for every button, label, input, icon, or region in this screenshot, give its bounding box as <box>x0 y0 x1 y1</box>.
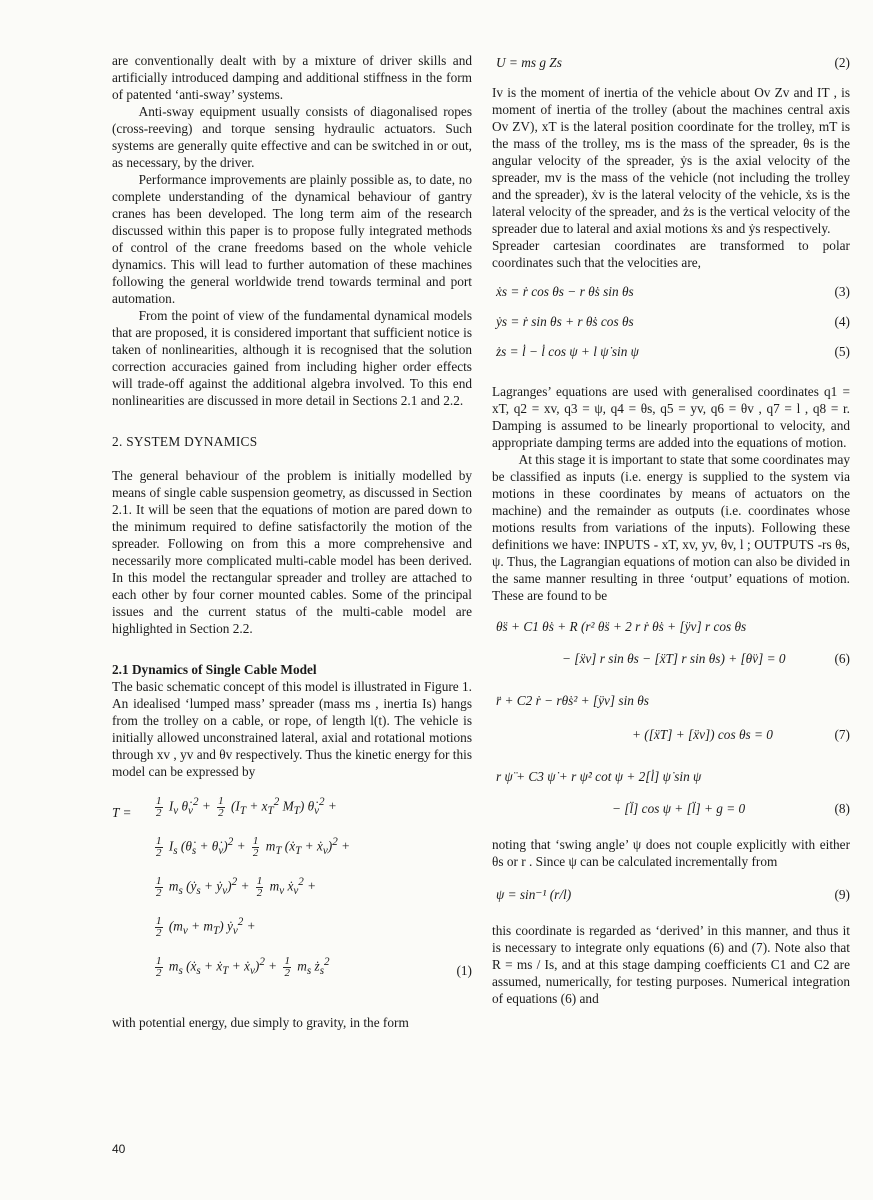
equation-8-line-2 <box>492 800 850 820</box>
equation-number: (5) <box>834 344 850 359</box>
equation-text: U = ms g Zs <box>496 55 562 70</box>
equation-number: (7) <box>834 727 850 742</box>
equation-number: (9) <box>834 887 850 902</box>
equation-text: ẏs = ṙ sin θs + r θ̇s cos θs <box>496 314 634 329</box>
equation-7-line-2 <box>492 726 850 746</box>
equation-text: r ψ̈ + C3 ψ̇ + r ψ̇² cot ψ + 2[l̇] ψ̇ sin ψ <box>496 769 702 784</box>
paragraph: with potential energy, due simply to gravity, in the form <box>112 1015 409 1030</box>
equation-number: (3) <box>834 284 850 299</box>
equation-8-line-1 <box>492 768 850 788</box>
equation-text: − [ẍv] r sin θs − [ẍT] r sin θs) + [θ̈v] = 0 <box>562 651 786 666</box>
equation-7-line-1 <box>492 692 850 712</box>
subsection-heading: 2.1 Dynamics of Single Cable Model <box>112 662 317 677</box>
equation-5 <box>492 341 850 365</box>
equation-text: + ([ẍT] + [ẍv]) cos θs = 0 <box>632 727 773 742</box>
equation-4 <box>492 311 850 335</box>
equation-text: ẋs = ṙ cos θs − r θ̇s sin θs <box>496 284 634 299</box>
equation-number: (4) <box>834 314 850 329</box>
paragraph: are conventionally dealt with by a mixture of driver skills and artificially introduced damping and additional stiffness in the form of patented ‘anti-sway’ systems. <box>112 53 472 102</box>
equation-number: (6) <box>834 651 850 666</box>
paragraph: this coordinate is regarded as ‘derived’ in this manner, and thus it is necessary to integrate only equations (6) and (7). Note also that R = ms / Is, and at this stage damping coefficients C1 and C2 are assumed, numerically, for testing purposes. Numerical integration of equations (6) and <box>492 923 850 1006</box>
equation-number: (8) <box>834 801 850 816</box>
equation-number: (2) <box>834 55 850 70</box>
equation-text: żs = l̇ − l̇ cos ψ + l ψ̇ sin ψ <box>496 344 639 359</box>
paragraph: noting that ‘swing angle’ ψ does not couple explicitly with either θs or r . Since ψ can be calculated incrementally from <box>492 837 850 869</box>
equation-text: θ̈s + C1 θ̇s + R (r² θ̈s + 2 r ṙ θ̇s + [ÿv] r cos θs <box>496 619 747 634</box>
paragraph: Lagranges’ equations are used with generalised coordinates q1 = xT, q2 = xv, q3 = ψ, q4 = θs, q5 = yv, q6 = θv , q7 = l , q8 = r. Damping is assumed to be linearly proportional to velocity, and appropriate damping terms are added into the equations of motion. <box>492 384 850 450</box>
page-number: 40 <box>112 1142 126 1156</box>
paragraph: Anti-sway equipment usually consists of diagonalised ropes (cross-reeving) and torque sensing hydraulic actuators. Such systems are generally quite effective and can be switched in or out, as necessary, by the driver. <box>112 104 472 170</box>
equation-6-line-1 <box>492 618 850 638</box>
paragraph: Spreader cartesian coordinates are transformed to polar coordinates such that the velocities are, <box>492 238 850 270</box>
right-column <box>492 52 850 1007</box>
equation-text: r̈ + C2 ṙ − rθ̇s² + [ÿv] sin θs <box>496 693 649 708</box>
equation-6-line-2 <box>492 650 850 670</box>
paragraph: From the point of view of the fundamental dynamical models that are proposed, it is considered important that sufficient notice is taken of nonlinearities, although it is recognised that the solution correction accuracies gained from including higher order effects will trade-off against the additional algebra involved. To this end nonlinearities are discussed in more detail in Sections 2.1 and 2.2. <box>112 308 472 408</box>
left-column <box>112 52 472 1031</box>
paragraph: Iv is the moment of inertia of the vehicle about Ov Zv and IT , is moment of inertia of the trolley (about the machines central axis Ov ZV), xT is the lateral position coordinate for the trolley, mT is the mass of the trolley, ms is the mass of the spreader, θs is the angular velocity of the spreader, ẏs is the axial velocity of the spreader, mv is the mass of the vehicle (not including the trolley and the spreader), ẋv is the lateral velocity of the vehicle, ẋs is the lateral velocity of the spreader, and żs is the vertical velocity of the spreader due to lateral and axial motions ẋs and ẏs respectively. <box>492 85 850 236</box>
section-heading: 2. SYSTEM DYNAMICS <box>112 434 258 449</box>
equation-9 <box>492 884 850 908</box>
equation-3 <box>492 281 850 305</box>
equation-text: ψ = sin⁻¹ (r/l) <box>496 887 572 902</box>
paragraph: The basic schematic concept of this model is illustrated in Figure 1. An idealised ‘lumped mass’ spreader (mass ms , inertia Is) hangs from the trolley on a cable, or rope, of length l(t). The vehicle is initially allowed unconstrained lateral, axial and rotational motions through xv , yv and θv respectively. Thus the kinetic energy for this model can be expressed by <box>112 679 472 779</box>
equation-2 <box>492 52 850 76</box>
paragraph: At this stage it is important to state that some coordinates may be classified as inputs (i.e. energy is supplied to the system via motions in these coordinates by means of actuators on the machine) and the remainder as outputs (i.e. coordinates whose motions results from variations of the inputs). Following these definitions we have: INPUTS - xT, xv, yv, θv, l ; OUTPUTS -rs θs, ψ. Thus, the Lagrangian equations of motion can also be divided in the same manner resulting in three ‘output’ equations of motion. These are found to be <box>492 452 850 603</box>
paragraph: The general behaviour of the problem is initially modelled by means of single cable suspension geometry, as discussed in Section 2.1. It will be seen that the equations of motion are pared down to the minimum required to define satisfactorily the motion of the spreader. Following on from this a more comprehensive and necessarily more complicated multi-cable model has been derived. In this model the rectangular spreader and trolley are attached to each other by four corner mounted cables. Some of the principal issues and the current status of the multi-cable model are highlighted in Section 2.2. <box>112 468 472 636</box>
equation-number: (1) <box>456 963 472 978</box>
equation-1: T = $\frac{1}{2}$ $I_v$ $\thetȧ_v^2$ + $\frac{1}{2}$ ($I_T + x_T^2$ $M_T$) $\thetȧ_v^2$ + $\frac{1}{2}$ $I_s$ ($\thetȧ_s$ + $\thetȧ_v)^2$ + $\frac{1}{2}$ $m_T$ (ẋ$_T$ + ẋ$_v$)$^2$ + $\frac{1}{2}$ $m_s$ (ẏ$_s$ + ẏ$_v$)$^2$ + $\frac{1}{2}$ $m_v$ ẋ$_v^2$ + $\frac{1}{2}$ $(m_v + m_T)$ ẏ$_v^2$ + $\frac{1}{2}$ $m_s$ (ẋ$_s$ + ẋ$_T$ + ẋ$_v$)$^2$ + $\frac{1}{2}$ $m_s$ $ż_s^2$ (1) <box>112 794 472 979</box>
equation-text: − [l̈] cos ψ + [l̈] + g = 0 <box>612 801 746 816</box>
paragraph: Performance improvements are plainly possible as, to date, no complete understanding of the dynamical behaviour of gantry cranes has been developed. The long term aim of the research discussed within this paper is to propose fully integrated methods of control of the crane freedoms based on the whole vehicle dynamics. This will lead to further automation of these machines following the general worldwide trend towards terminal and port automation. <box>112 172 472 306</box>
